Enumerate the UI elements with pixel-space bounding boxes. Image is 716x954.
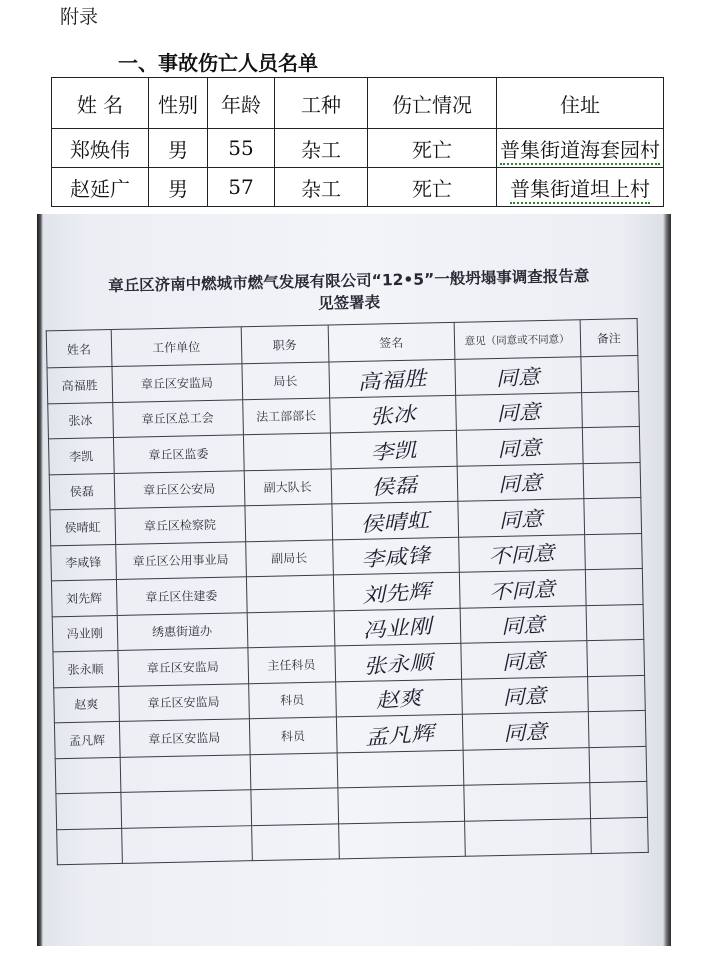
signer-name: 张永顺 <box>53 650 118 687</box>
handwritten-opinion <box>455 392 582 430</box>
signer-unit: 章丘区检察院 <box>114 506 245 544</box>
signer-note <box>586 639 644 676</box>
signer-unit: 章丘区安监局 <box>117 648 248 686</box>
header-job: 工种 <box>275 78 368 129</box>
signer-post: 主任科员 <box>247 646 335 683</box>
victim-age: 57 <box>208 168 275 207</box>
signer-unit <box>120 754 251 792</box>
signer-name <box>55 757 120 794</box>
victim-name: 郑焕伟 <box>52 129 149 168</box>
photo-left-edge <box>37 214 43 946</box>
victims-header-row <box>52 78 664 129</box>
sign-header-opinion: 意见（同意或不同意） <box>454 320 581 360</box>
handwritten-opinion-text: 同意 <box>502 683 548 710</box>
header-address: 住址 <box>497 78 664 129</box>
handwritten-signature <box>329 359 456 397</box>
signer-unit: 章丘区公用事业局 <box>115 541 246 579</box>
handwritten-opinion-text: 同意 <box>497 470 543 497</box>
signer-note <box>589 746 647 783</box>
signer-post <box>243 433 331 470</box>
sign-header-note: 备注 <box>580 319 638 357</box>
signature-table <box>46 318 649 865</box>
signer-unit: 章丘区公安局 <box>114 470 245 508</box>
signer-post <box>246 575 334 612</box>
signer-post <box>251 823 339 860</box>
signature-sheet-photo <box>37 214 671 946</box>
signer-unit: 章丘区住建委 <box>116 577 247 615</box>
signer-note <box>586 604 644 641</box>
signer-note <box>589 781 647 818</box>
victim-address-cell <box>497 129 664 168</box>
handwritten-signature <box>333 572 460 610</box>
signer-name: 李凯 <box>48 438 113 475</box>
signer-name: 侯晴虹 <box>50 509 115 546</box>
handwritten-opinion-text: 同意 <box>496 399 542 426</box>
signer-unit: 章丘区安监局 <box>118 683 249 721</box>
handwritten-signature-text: 刘先辉 <box>361 578 432 608</box>
signer-note <box>588 710 646 747</box>
handwritten-signature-text: 李凯 <box>369 437 418 465</box>
signer-post: 法工部部长 <box>242 397 330 434</box>
handwritten-signature-text: 孟凡辉 <box>364 720 435 750</box>
signer-post: 科员 <box>248 681 336 718</box>
handwritten-signature <box>330 430 457 468</box>
handwritten-opinion <box>456 428 583 466</box>
victim-job: 杂工 <box>275 168 368 207</box>
signer-name: 侯磊 <box>49 473 114 510</box>
handwritten-signature <box>337 785 464 823</box>
handwritten-opinion <box>457 499 584 537</box>
sign-header-post: 职务 <box>241 325 329 364</box>
sign-header-name: 姓名 <box>46 330 111 368</box>
signer-note <box>584 533 642 570</box>
signer-note <box>587 675 645 712</box>
victim-address: 普集街道坦上村 <box>510 177 650 204</box>
signer-post: 局长 <box>242 362 330 399</box>
victim-age: 55 <box>208 129 275 168</box>
signer-name: 高福胜 <box>47 367 112 404</box>
signer-name: 孟凡辉 <box>54 721 119 758</box>
signer-note <box>585 568 643 605</box>
handwritten-signature <box>335 643 462 681</box>
handwritten-signature <box>332 501 459 539</box>
signer-name: 李咸锋 <box>51 544 116 581</box>
sign-header-unit: 工作单位 <box>111 327 242 367</box>
table-row <box>52 168 664 207</box>
handwritten-opinion-text: 同意 <box>502 718 549 746</box>
handwritten-signature <box>335 679 462 717</box>
header-age: 年龄 <box>208 78 275 129</box>
handwritten-opinion <box>464 818 591 856</box>
header-casualty: 伤亡情况 <box>368 78 497 129</box>
sheet-title-line2: 见签署表 <box>318 293 381 313</box>
handwritten-opinion-text: 不同意 <box>488 540 556 569</box>
signer-name: 刘先辉 <box>51 579 116 616</box>
signer-name <box>56 792 121 829</box>
handwritten-opinion <box>457 463 584 501</box>
signer-note <box>583 497 641 534</box>
handwritten-signature <box>332 537 459 575</box>
appendix-label: 附录 <box>60 6 99 28</box>
signer-note <box>580 356 638 393</box>
handwritten-opinion <box>459 570 586 608</box>
signer-name <box>57 828 122 865</box>
victim-gender: 男 <box>149 168 208 207</box>
signer-note <box>590 817 648 854</box>
signer-unit <box>120 790 251 828</box>
victim-address: 普集街道海套园村 <box>500 138 660 165</box>
table-row <box>52 129 664 168</box>
signer-post: 科员 <box>249 717 337 754</box>
handwritten-opinion-text: 同意 <box>498 506 544 533</box>
victim-job: 杂工 <box>275 129 368 168</box>
signer-post: 副局长 <box>245 539 333 576</box>
handwritten-signature <box>336 714 463 752</box>
signature-table-body <box>47 356 648 865</box>
handwritten-opinion-text: 同意 <box>500 612 546 639</box>
signer-unit: 章丘区安监局 <box>119 719 250 757</box>
victim-gender: 男 <box>149 129 208 168</box>
handwritten-signature-text: 赵爽 <box>374 685 423 713</box>
handwritten-opinion <box>455 357 582 395</box>
handwritten-opinion <box>461 676 588 714</box>
handwritten-signature-text: 高福胜 <box>356 365 428 395</box>
sheet-title-line1: 章丘区济南中燃城市燃气发展有限公司“12•5”一般坍塌事调查报告意 <box>108 267 590 296</box>
handwritten-opinion <box>458 534 585 572</box>
victim-address-cell <box>497 168 664 207</box>
signer-note <box>582 426 640 463</box>
photo-right-edge <box>663 214 671 946</box>
victims-table <box>51 77 664 207</box>
handwritten-signature <box>329 395 456 433</box>
handwritten-signature <box>331 466 458 504</box>
signer-post <box>250 788 338 825</box>
signer-name: 张冰 <box>48 402 113 439</box>
signer-note <box>581 391 639 428</box>
handwritten-signature <box>337 750 464 788</box>
signer-unit: 绣惠街道办 <box>117 612 248 650</box>
sign-header-signature: 签名 <box>328 322 455 362</box>
handwritten-signature-text: 侯磊 <box>370 472 419 501</box>
signer-unit: 章丘区总工会 <box>112 399 243 437</box>
handwritten-opinion-text: 不同意 <box>488 576 557 605</box>
signer-unit <box>121 825 252 863</box>
signer-post: 副大队长 <box>244 468 332 505</box>
sheet-title <box>49 264 650 321</box>
header-gender: 性别 <box>149 78 208 129</box>
handwritten-signature <box>334 608 461 646</box>
handwritten-signature-text: 张冰 <box>368 401 417 430</box>
handwritten-opinion <box>460 605 587 643</box>
victim-casualty: 死亡 <box>368 129 497 168</box>
handwritten-opinion-text: 同意 <box>496 435 543 462</box>
handwritten-signature <box>338 821 465 859</box>
victim-casualty: 死亡 <box>368 168 497 207</box>
signer-post <box>247 610 335 647</box>
handwritten-opinion <box>463 783 590 821</box>
handwritten-opinion <box>460 641 587 679</box>
signer-post <box>245 504 333 541</box>
signature-sheet <box>37 214 671 946</box>
header-name: 姓 名 <box>52 78 149 129</box>
handwritten-opinion-text: 同意 <box>501 647 547 675</box>
section-title: 一、事故伤亡人员名单 <box>118 51 318 75</box>
signer-name: 赵爽 <box>54 686 119 723</box>
handwritten-opinion-text: 同意 <box>495 364 541 391</box>
signer-name: 冯业刚 <box>52 615 117 652</box>
handwritten-opinion <box>463 747 590 785</box>
signer-note <box>583 462 641 499</box>
handwritten-signature-text: 侯晴虹 <box>359 507 431 537</box>
signer-unit: 章丘区安监局 <box>111 364 242 402</box>
handwritten-signature-text: 张永顺 <box>362 649 434 679</box>
handwritten-opinion <box>462 712 589 750</box>
signer-post <box>250 752 338 789</box>
signer-unit: 章丘区监委 <box>113 435 244 473</box>
handwritten-signature-text: 冯业刚 <box>361 613 433 643</box>
victim-name: 赵延广 <box>52 168 149 207</box>
handwritten-signature-text: 李咸锋 <box>360 542 432 572</box>
